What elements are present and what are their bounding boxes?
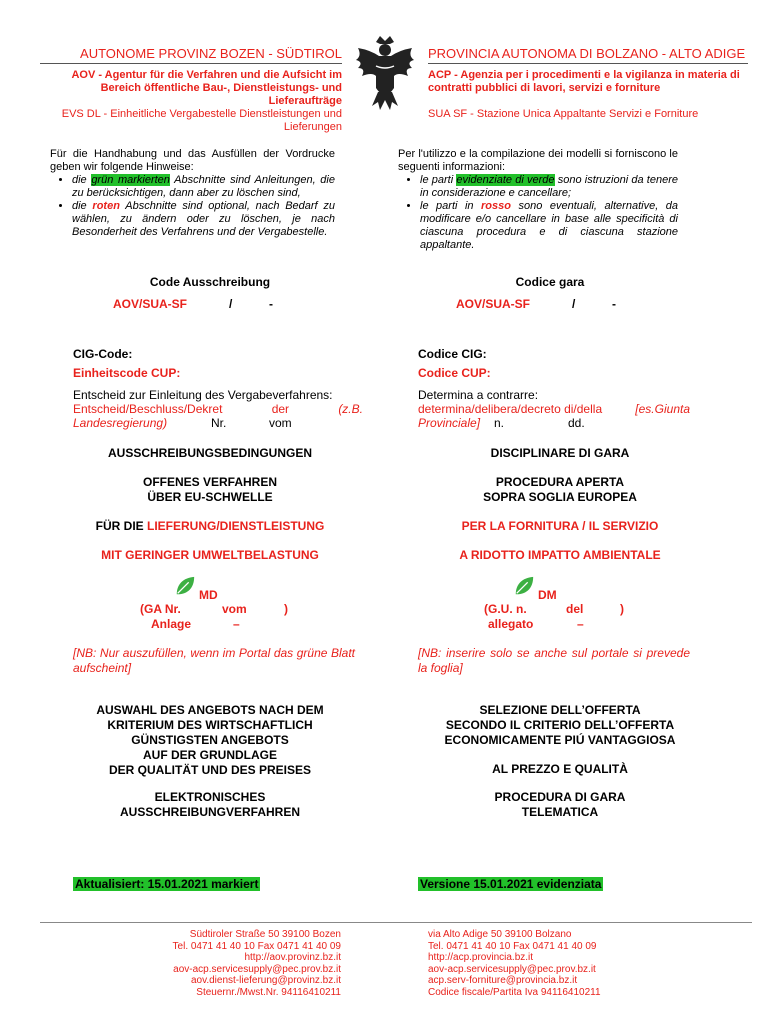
award-it-line4: AL PREZZO E QUALITÀ xyxy=(492,762,628,776)
decree-it-eg: [es.Giunta xyxy=(635,402,690,416)
award-it-line1: SELEZIONE DELL’OFFERTA xyxy=(479,703,641,717)
gpp-de-vom: vom xyxy=(222,602,247,616)
footer-de xyxy=(100,929,341,998)
award-it-line3: ECONOMICAMENTE PIÚ VANTAGGIOSA xyxy=(444,733,676,747)
decree-it-line1: Determina a contrarre: xyxy=(418,388,539,402)
footer-it-pec-link[interactable]: aov-acp.servicesupply@pec.prov.bz.it xyxy=(428,963,596,975)
procedure-it-line1: PROCEDURA APERTA xyxy=(495,475,625,489)
award-de-line3: GÜNSTIGSTEN ANGEBOTS xyxy=(131,733,289,747)
instructions-de xyxy=(50,148,335,239)
green-leaf-icon xyxy=(174,575,196,602)
gpp-it-annex: allegato xyxy=(488,617,534,631)
decree-de-date: vom xyxy=(269,416,292,430)
electronic-de xyxy=(50,790,370,820)
gpp-de-close: ) xyxy=(284,602,288,616)
gpp-it-del: del xyxy=(566,602,584,616)
decree-it-type: determina/delibera/decreto di/della xyxy=(418,402,603,416)
procedure-de-line2: ÜBER EU-SCHWELLE xyxy=(147,490,273,504)
decree-de-eg: (z.B. xyxy=(338,402,363,416)
green-highlight: grün markierten xyxy=(91,174,170,186)
header-de-title: AUTONOME PROVINZ BOZEN - SÜDTIROL xyxy=(80,46,342,61)
instructions-it-intro: Per l'utilizzo e la compilazione dei modelli si forniscono le seguenti informazioni: xyxy=(398,148,678,173)
cup-it-label: Codice CUP: xyxy=(418,366,491,380)
footer-de-address: Südtiroler Straße 50 39100 Bozen xyxy=(189,929,341,940)
footer-it-tax: Codice fiscale/Partita Iva 94116410211 xyxy=(428,986,601,998)
code-de-value: AOV/SUA-SF xyxy=(113,297,188,311)
gpp-it-gu: (G.U. n. xyxy=(484,602,527,616)
header-divider-right xyxy=(428,63,748,64)
electronic-de-line2: AUSSCHREIBUNGVERFAHREN xyxy=(119,805,301,819)
code-de-slash: / xyxy=(229,297,233,311)
header-it-agency: ACP - Agenzia per i procedimenti e la vigilanza in materia di contratti pubblici di lavori, servizi e forniture xyxy=(428,69,740,94)
footer-divider xyxy=(40,922,752,923)
header-de-agency: AOV - Agentur für die Verfahren und die Aufsicht im Bereich öffentliche Bau-, Dienstleistungs- und Lieferaufträge xyxy=(71,69,342,107)
code-it-slash: / xyxy=(572,297,576,311)
decree-it-nr: n. xyxy=(494,416,505,430)
code-it-value: AOV/SUA-SF xyxy=(456,297,531,311)
green-leaf-icon xyxy=(513,575,535,602)
instructions-de-bullet-green: • die grün markierten Abschnitte sind Anleitungen, die zu berücksichtigen, dann aber zu löschen sind, xyxy=(72,174,335,200)
header-it-unit: SUA SF - Stazione Unica Appaltante Servizi e Forniture xyxy=(428,108,699,120)
footer-de-web-link[interactable]: http://aov.provinz.bz.it xyxy=(244,952,341,963)
instructions-it-bullet-green: • le parti evidenziate di verde sono istruzioni da tenere in considerazione e cancellare; xyxy=(420,174,678,200)
footer-it-address: via Alto Adige 50 39100 Bolzano xyxy=(428,929,572,940)
decree-de xyxy=(73,388,363,430)
version-de: Aktualisiert: 15.01.2021 markiert xyxy=(75,877,259,891)
gpp-it-code: DM xyxy=(538,588,557,602)
decree-de-line1: Entscheid zur Einleitung des Vergabeverfahrens: xyxy=(73,388,333,402)
gpp-de-annex: Anlage xyxy=(151,617,192,631)
award-de xyxy=(50,703,370,778)
electronic-de-line1: ELEKTRONISCHES xyxy=(154,790,266,804)
decree-it-date: dd. xyxy=(568,416,585,430)
cig-it-label: Codice CIG: xyxy=(418,347,487,361)
instructions-it-bullet-red: • le parti in rosso sono eventuali, alternative, da modificare e/o cancellare in base alle specificità di ciascuna procedura e di ciascuna stazione appaltante. xyxy=(420,200,678,252)
award-de-line4: AUF DER GRUNDLAGE xyxy=(143,748,277,762)
decree-it-authority: Provinciale] xyxy=(418,416,481,430)
instructions-de-intro: Für die Handhabung und das Ausfüllen der Vordrucke geben wir folgende Hinweise: xyxy=(50,148,335,173)
award-it-line2: SECONDO IL CRITERIO DELL’OFFERTA xyxy=(445,718,675,732)
award-de-line2: KRITERIUM DES WIRTSCHAFTLICH xyxy=(107,718,313,732)
conditions-it-title: DISCIPLINARE DI GARA xyxy=(490,446,630,460)
code-de-dash: - xyxy=(269,297,273,311)
procedure-it-line2: SOPRA SOGLIA EUROPEA xyxy=(483,490,637,504)
decree-de-type: Entscheid/Beschluss/Dekret xyxy=(73,402,223,416)
red-keyword: rosso xyxy=(481,200,511,212)
cup-de-label: Einheitscode CUP: xyxy=(73,366,181,380)
header-divider-left xyxy=(40,63,342,64)
procedure-de-line1: OFFENES VERFAHREN xyxy=(142,475,277,489)
green-highlight: evidenziate di verde xyxy=(456,174,555,186)
cig-de-label: CIG-Code: xyxy=(73,347,133,361)
footer-it-email-link[interactable]: acp.serv-forniture@provincia.bz.it xyxy=(428,975,578,986)
code-it-dash: - xyxy=(612,297,616,311)
gpp-it-annex-dash: – xyxy=(577,617,584,631)
decree-de-nr: Nr. xyxy=(211,416,227,430)
gpp-it-note: [NB: inserire solo se anche sul portale si prevede la foglia] xyxy=(418,646,690,675)
gpp-de-note: [NB: Nur auszufüllen, wenn im Portal das grüne Blatt aufscheint] xyxy=(73,646,355,675)
gpp-de-code: MD xyxy=(199,588,218,602)
conditions-de-title: AUSSCHREIBUNGSBEDINGUNGEN xyxy=(107,446,313,460)
instructions-de-bullet-red: • die roten Abschnitte sind optional, nach Bedarf zu wählen, zu ändern oder zu löschen, je nach Besonderheit des Verfahrens und der Vergabestelle. xyxy=(72,200,335,239)
gpp-de-annex-dash: – xyxy=(233,617,240,631)
electronic-it-line1: PROCEDURA DI GARA xyxy=(494,790,626,804)
electronic-it xyxy=(400,790,720,820)
supply-it-title: PER LA FORNITURA / IL SERVIZIO xyxy=(461,519,659,533)
env-de-title: MIT GERINGER UMWELTBELASTUNG xyxy=(101,548,319,562)
footer-it-web-link[interactable]: http://acp.provincia.bz.it xyxy=(428,952,534,963)
header-it-title: PROVINCIA AUTONOMA DI BOLZANO - ALTO ADIGE xyxy=(428,46,746,61)
red-keyword: roten xyxy=(92,200,120,212)
eagle-coat-of-arms-logo xyxy=(352,36,418,112)
footer-it xyxy=(428,929,688,998)
footer-de-email-link[interactable]: aov.dienst-lieferung@provinz.bz.it xyxy=(190,975,341,986)
award-it xyxy=(400,703,720,748)
supply-de-title: FÜR DIE LIEFERUNG/DIENSTLEISTUNG xyxy=(95,519,325,533)
award-de-line1: AUSWAHL DES ANGEBOTS NACH DEM xyxy=(96,703,324,717)
footer-it-phone: Tel. 0471 41 40 10 Fax 0471 41 40 09 xyxy=(428,940,597,952)
header-de-unit: EVS DL - Einheitliche Vergabestelle Dienstleistungen und Lieferungen xyxy=(61,108,342,133)
code-it-label: Codice gara xyxy=(515,275,585,289)
decree-de-of: der xyxy=(271,402,290,416)
version-it: Versione 15.01.2021 evidenziata xyxy=(420,877,602,891)
gpp-it-close: ) xyxy=(620,602,624,616)
decree-de-authority: Landesregierung) xyxy=(73,416,168,430)
award-de-line5: DER QUALITÄT UND DES PREISES xyxy=(108,763,312,777)
electronic-it-line2: TELEMATICA xyxy=(521,805,599,819)
decree-it xyxy=(418,388,690,430)
code-de-label: Code Ausschreibung xyxy=(149,275,271,289)
env-it-title: A RIDOTTO IMPATTO AMBIENTALE xyxy=(459,548,661,562)
footer-de-pec-link[interactable]: aov-acp.servicesupply@pec.prov.bz.it xyxy=(173,963,341,975)
footer-de-tax: Steuernr./Mwst.Nr. 94116410211 xyxy=(196,986,341,998)
footer-de-phone: Tel. 0471 41 40 10 Fax 0471 41 40 09 xyxy=(172,940,341,952)
gpp-de-ga: (GA Nr. xyxy=(140,602,181,616)
instructions-it xyxy=(398,148,678,252)
